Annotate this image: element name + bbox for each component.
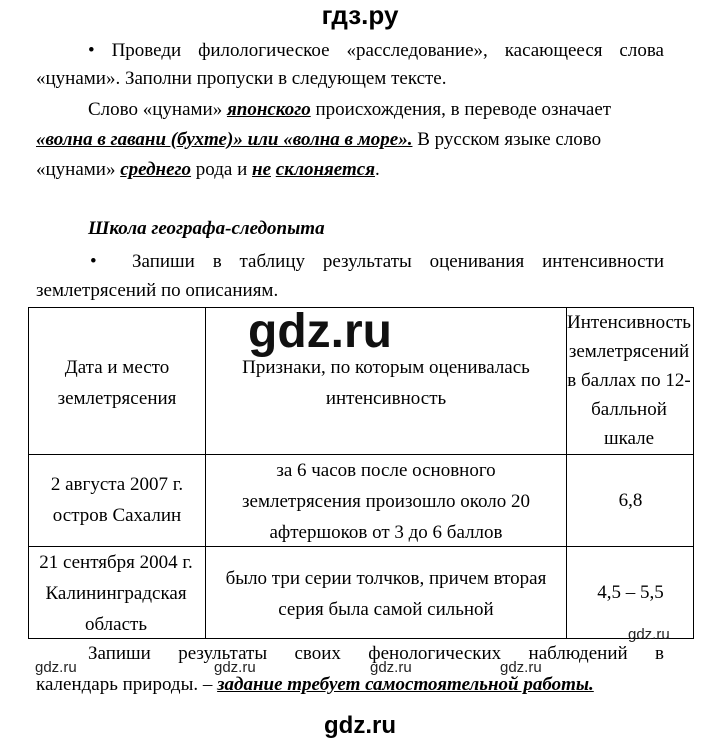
cell-line: за 6 часов после основного [276,460,496,481]
answer-self-work: задание требует самостоятельной работы. [217,674,594,695]
text-segment: происхождения, в переводе означает [310,99,612,120]
header-line: землетрясений [568,341,690,362]
text-segment: «цунами» [36,159,121,180]
answer-origin: японского [226,99,311,120]
task2-line1: Запиши в таблицу результаты оценивания интенсивности [132,251,664,272]
header-line: в баллах по 12- [567,370,691,391]
cell-line: серия была самой сильной [278,599,494,620]
header-date-place [29,352,205,414]
header-line: Признаки, по которым оценивалась [242,357,530,378]
text-segment: календарь природы. – [36,674,218,695]
task3-line1: Запиши результаты своих фенологических наблюдений в [88,643,664,664]
watermark-large: gdz.ru [248,305,392,358]
header-line: Интенсивность [567,312,691,333]
text-segment: рода и [191,159,253,180]
cell-line: остров Сахалин [52,505,182,526]
task3-line2 [36,673,594,697]
header-line: Дата и место [64,357,170,378]
header-intensity [558,308,700,453]
cell-line: 6,8 [618,490,643,511]
watermark-small: gdz.ru [370,659,412,676]
answer-translation: «волна в гавани (бухте)» или «волна в море». [36,129,413,150]
text-segment: Слово «цунами» [88,99,227,120]
table-row-1-intensity [567,485,694,516]
answer-decline: склоняется [275,159,375,180]
footer-watermark: gdz.ru [324,712,396,739]
table-row-1-date-place [29,469,205,531]
cell-line: 21 сентября 2004 г. [39,552,193,573]
cell-line: землетрясения произошло около 20 [242,491,530,512]
cell-line: область [84,614,147,635]
cell-line: 2 августа 2007 г. [50,474,184,495]
table-row-1-signs [206,455,566,548]
task1-paragraph2-line1 [88,98,611,122]
watermark-small: gdz.ru [214,659,256,676]
header-line: землетрясения [57,388,177,409]
task2-bullet: • [90,251,97,272]
cell-line: было три серии толчков, причем вторая [225,568,547,589]
watermark-small: gdz.ru [35,659,77,676]
site-header: гдз.ру [321,0,399,30]
section-title: Школа географа-следопыта [88,218,325,239]
table-row-2-intensity [567,577,694,608]
watermark-small: gdz.ru [628,626,670,643]
task1-paragraph2-line2 [36,128,601,152]
answer-gender: среднего [120,159,192,180]
header-signs [206,352,566,414]
header-line: балльной [591,399,667,420]
header-line: шкале [603,428,655,449]
task2-line2: землетрясений по описаниям. [36,280,279,301]
table-row-2-date-place [21,547,211,640]
table-row-2-signs [206,563,566,625]
cell-line: Калининградская [45,583,187,604]
watermark-small: gdz.ru [500,659,542,676]
task1-paragraph2-line3 [36,158,380,182]
cell-line: афтершоков от 3 до 6 баллов [269,522,503,543]
task1-line1: • Проведи филологическое «расследование», касающееся слова [88,40,664,61]
cell-line: 4,5 – 5,5 [597,582,664,603]
answer-not: не [252,159,272,180]
task1-line2: «цунами». Заполни пропуски в следующем тексте. [36,68,447,89]
header-line: интенсивность [325,388,447,409]
text-segment: В русском языке слово [412,129,602,150]
text-segment: . [374,159,380,180]
